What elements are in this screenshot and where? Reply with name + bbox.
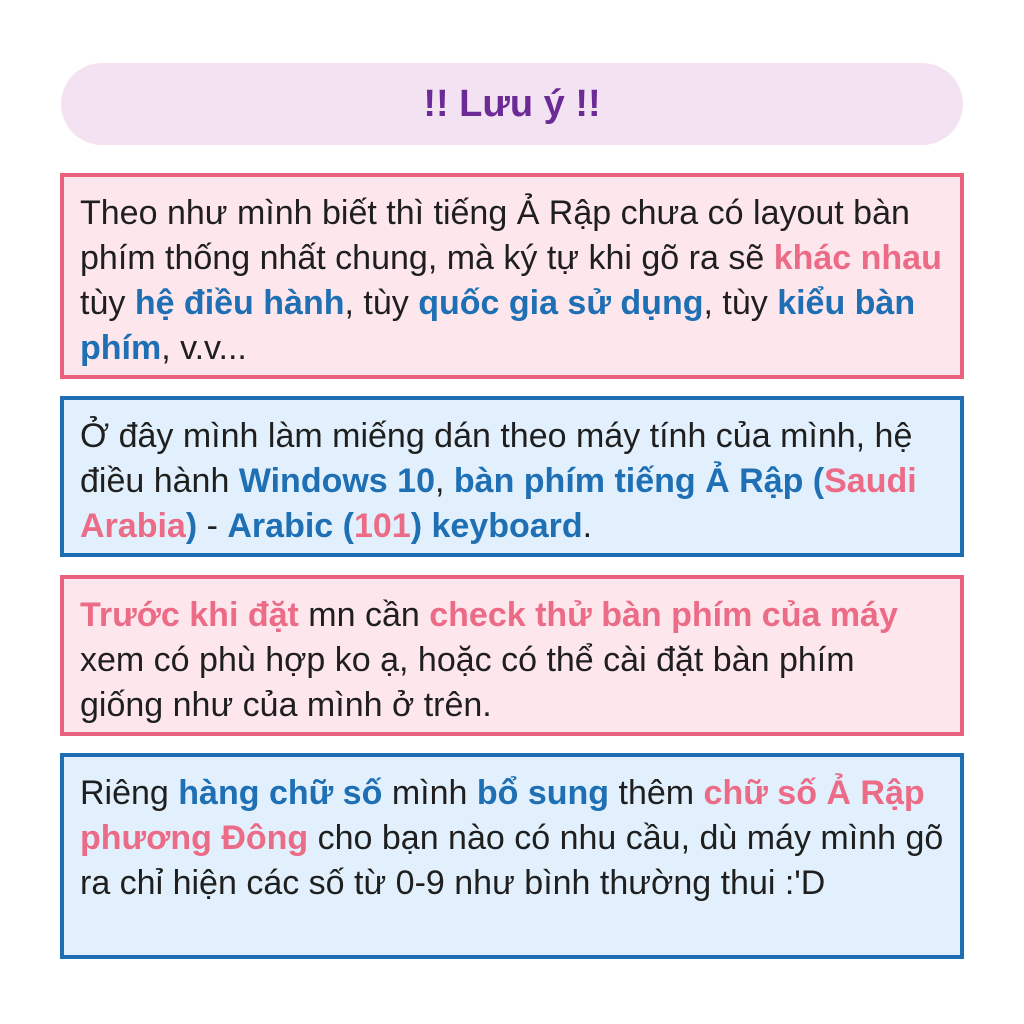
note-box-layout: [60, 173, 964, 379]
highlight-before-order: Trước khi đặt: [80, 596, 299, 634]
highlight-keyboard-type: kiểu bàn phím: [80, 284, 916, 367]
text: Riêng: [80, 774, 179, 812]
highlight-country: quốc gia sử dụng: [418, 284, 704, 322]
page-title: !! Lưu ý !!: [423, 82, 601, 125]
highlight-arabic: Arabic (: [227, 507, 354, 545]
text: Theo như mình biết thì tiếng Ả Rập chưa có layout bàn phím thống nhất chung, mà ký tự khi gõ ra sẽ: [80, 194, 910, 277]
text: -: [197, 507, 228, 545]
title-banner: [61, 63, 963, 145]
text: cho bạn nào có nhu cầu, dù máy mình gõ ra chỉ hiện các số từ 0-9 như bình thường thui :'D: [80, 819, 944, 902]
highlight-eastern-arabic-numerals: chữ số Ả Rập phương Đông: [80, 774, 925, 857]
paren-close: ): [185, 507, 198, 545]
highlight-number-row: hàng chữ số: [178, 774, 383, 812]
note-box-digits: [60, 753, 964, 959]
highlight-keyboard: ) keyboard: [410, 507, 583, 545]
text: thêm: [609, 774, 704, 812]
highlight-windows: Windows 10: [238, 462, 435, 500]
highlight-os: hệ điều hành: [134, 284, 345, 322]
text: .: [582, 507, 593, 545]
text: mn cần: [298, 596, 430, 634]
text: tùy: [80, 284, 135, 322]
note-box-check: [60, 575, 964, 736]
highlight-saudi-arabia: Saudi Arabia: [80, 462, 917, 545]
text: mình: [382, 774, 477, 812]
highlight-arabic-keyboard: bàn phím tiếng Ả Rập: [453, 462, 804, 500]
text: xem có phù hợp ko ạ, hoặc có thể cài đặt bàn phím giống như của mình ở trên.: [80, 641, 855, 724]
highlight-added: bổ sung: [476, 774, 610, 812]
text: [803, 462, 812, 500]
text: , v.v...: [161, 329, 247, 367]
highlight-101: 101: [353, 507, 411, 545]
highlight-different: khác nhau: [773, 239, 942, 277]
note-box-setup: [60, 396, 964, 557]
paren-open: (: [812, 462, 825, 500]
text: , tùy: [344, 284, 419, 322]
text: Ở đây mình làm miếng dán theo máy tính của mình, hệ điều hành: [80, 417, 913, 500]
highlight-check-keyboard: check thử bàn phím của máy: [429, 596, 898, 634]
text: , tùy: [703, 284, 778, 322]
text: ,: [434, 462, 454, 500]
